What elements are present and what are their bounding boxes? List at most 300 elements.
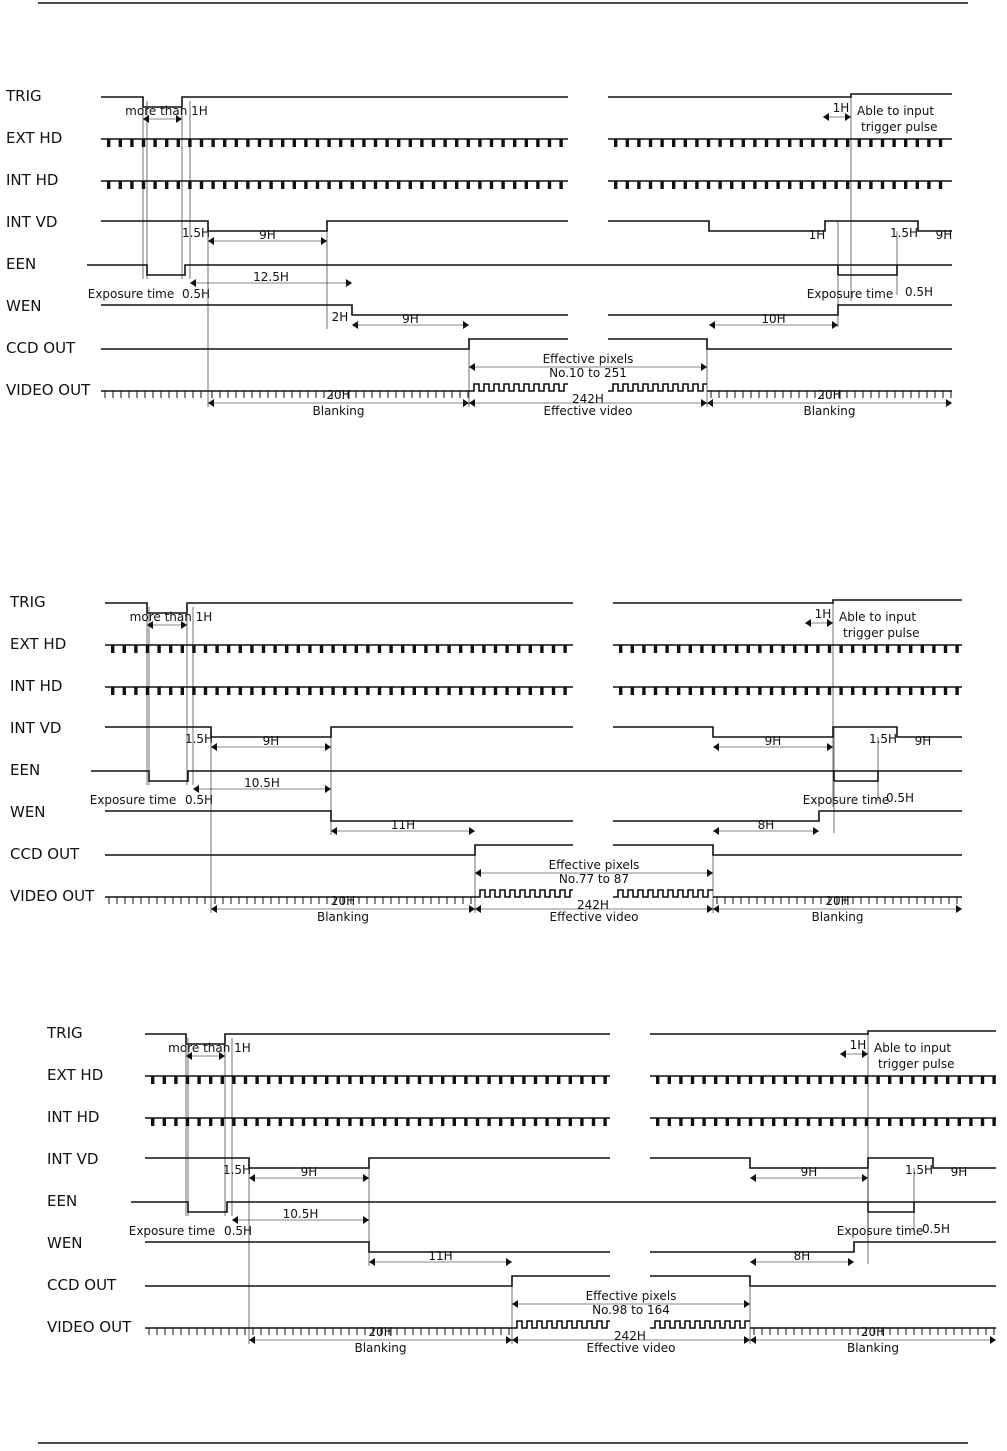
hd-pulse xyxy=(378,645,381,653)
hd-pulse xyxy=(828,645,831,653)
hd-pulse xyxy=(337,1076,340,1084)
vd-right-9h-label: 9H xyxy=(764,734,782,748)
hd-pulse xyxy=(642,687,645,695)
hd-pulse xyxy=(788,181,791,189)
hd-pulse xyxy=(269,181,272,189)
arrow-head xyxy=(321,237,327,245)
arrow-head xyxy=(363,1174,369,1182)
blanking-left-label: Blanking xyxy=(354,1341,407,1355)
hd-pulse xyxy=(378,687,381,695)
int-hd-pulses-left xyxy=(145,1118,610,1126)
hd-pulse xyxy=(677,645,680,653)
hd-pulse xyxy=(285,645,288,653)
hd-pulse xyxy=(853,1118,856,1126)
hd-pulse xyxy=(273,687,276,695)
hd-pulse xyxy=(691,1118,694,1126)
hd-pulse xyxy=(153,139,156,147)
hd-pulse xyxy=(482,645,485,653)
hd-pulse xyxy=(511,1076,514,1084)
hd-pulse xyxy=(811,139,814,147)
hd-pulse xyxy=(955,687,958,695)
hd-pulse xyxy=(227,687,230,695)
arrow-head xyxy=(840,1050,846,1058)
hd-pulse xyxy=(313,1118,316,1126)
hd-pulse xyxy=(818,1076,821,1084)
hd-pulse xyxy=(749,1118,752,1126)
blanking-right-label: Blanking xyxy=(811,910,864,924)
hd-pulse xyxy=(204,645,207,653)
een-right-pulse xyxy=(834,771,878,781)
hd-pulse xyxy=(327,181,330,189)
hd-pulse xyxy=(934,1076,937,1084)
hd-pulse xyxy=(828,687,831,695)
hd-pulse xyxy=(800,139,803,147)
int-hd-pulses-left xyxy=(105,687,573,695)
hd-pulse xyxy=(569,1118,572,1126)
hd-pulse xyxy=(772,1118,775,1126)
hd-pulse xyxy=(239,645,242,653)
hd-pulse xyxy=(447,687,450,695)
timing-diagram-3 xyxy=(46,1024,996,1355)
hd-pulse xyxy=(316,181,319,189)
hd-pulse xyxy=(695,181,698,189)
hd-pulse xyxy=(169,645,172,653)
hd-pulse xyxy=(830,1076,833,1084)
hd-pulse xyxy=(325,1076,328,1084)
video-signal xyxy=(650,1321,750,1328)
hd-pulse xyxy=(631,687,634,695)
half-h-right-label: 0.5H xyxy=(904,285,934,299)
hd-pulse xyxy=(186,1118,189,1126)
hd-pulse xyxy=(339,181,342,189)
arrow-head xyxy=(862,1174,868,1182)
video-signal xyxy=(608,384,707,391)
arrow-head xyxy=(813,827,819,835)
hd-pulse xyxy=(255,1076,258,1084)
video-out-ticks-left xyxy=(145,1328,249,1335)
hd-pulse xyxy=(668,1076,671,1084)
hd-pulse xyxy=(371,1076,374,1084)
arrow-head xyxy=(469,399,475,407)
signal-label-een: EEN xyxy=(10,761,41,779)
arrow-head xyxy=(506,1336,512,1344)
signal-label-ccd-out: CCD OUT xyxy=(6,339,76,357)
hd-pulse xyxy=(992,1118,995,1126)
exposure-time-right-label: Exposure time xyxy=(806,287,894,301)
hd-pulse xyxy=(447,645,450,653)
arrow-head xyxy=(744,1300,750,1308)
hd-pulse xyxy=(371,1118,374,1126)
een-duration-label: 10.5H xyxy=(282,1207,319,1221)
hd-pulse xyxy=(788,139,791,147)
arrow-head xyxy=(475,905,481,913)
hd-pulse xyxy=(279,1118,282,1126)
hd-pulse xyxy=(331,687,334,695)
hd-pulse xyxy=(760,1076,763,1084)
hd-pulse xyxy=(302,1076,305,1084)
int-hd-pulses-right xyxy=(613,687,962,695)
ext-hd-pulses-left xyxy=(105,645,573,653)
hd-pulse xyxy=(672,181,675,189)
hd-pulse xyxy=(897,687,900,695)
ext-hd-pulses-left xyxy=(101,139,568,147)
hd-pulse xyxy=(525,181,528,189)
half-h-right-label: 0.5H xyxy=(921,1222,951,1236)
hd-pulse xyxy=(401,645,404,653)
hd-pulse xyxy=(781,687,784,695)
hd-pulse xyxy=(946,1076,949,1084)
hd-pulse xyxy=(563,645,566,653)
arrow-head xyxy=(469,827,475,835)
arrow-head xyxy=(506,1258,512,1266)
hd-pulse xyxy=(749,1076,752,1084)
arrow-head xyxy=(463,321,469,329)
hd-pulse xyxy=(478,139,481,147)
hd-pulse xyxy=(406,1118,409,1126)
hd-pulse xyxy=(123,645,126,653)
signal-label-video-out: VIDEO OUT xyxy=(47,1318,132,1336)
hd-pulse xyxy=(501,139,504,147)
hd-pulse xyxy=(603,1118,606,1126)
arrow-head xyxy=(363,1216,369,1224)
able-to-input-label: Able to input xyxy=(857,104,935,118)
trigger-pulse-label: trigger pulse xyxy=(878,1057,955,1071)
hd-pulse xyxy=(660,139,663,147)
effective-video-label: Effective video xyxy=(543,404,633,418)
signal-label-ext-hd: EXT HD xyxy=(10,635,67,653)
signal-label-ext-hd: EXT HD xyxy=(6,129,63,147)
hd-pulse xyxy=(197,1076,200,1084)
arrow-head xyxy=(946,399,952,407)
hd-pulse xyxy=(909,645,912,653)
hd-pulse xyxy=(665,645,668,653)
hd-pulse xyxy=(981,1076,984,1084)
hd-pulse xyxy=(853,1076,856,1084)
trig-waveform-right xyxy=(613,600,962,603)
hd-pulse xyxy=(471,645,474,653)
able-to-input-label: Able to input xyxy=(874,1041,952,1055)
arrow-head xyxy=(331,827,337,835)
blanking-left-label: Blanking xyxy=(312,404,365,418)
hd-pulse xyxy=(776,139,779,147)
trig-waveform-right xyxy=(608,94,952,97)
hd-pulse xyxy=(250,645,253,653)
hd-pulse xyxy=(267,1118,270,1126)
hd-pulse xyxy=(830,1118,833,1126)
effective-pixels-label: Effective pixels xyxy=(548,858,640,872)
hd-pulse xyxy=(529,645,532,653)
wen-waveform-left xyxy=(105,811,573,821)
effective-video-label: Effective video xyxy=(549,910,639,924)
hd-pulse xyxy=(494,645,497,653)
hd-pulse xyxy=(892,139,895,147)
hd-pulse xyxy=(351,139,354,147)
hd-pulse xyxy=(781,645,784,653)
hd-pulse xyxy=(735,645,738,653)
hd-pulse xyxy=(209,1076,212,1084)
hd-pulse xyxy=(304,139,307,147)
int-vd-waveform-left xyxy=(145,1158,610,1168)
hd-pulse xyxy=(718,139,721,147)
hd-pulse xyxy=(702,1076,705,1084)
hd-pulse xyxy=(730,139,733,147)
hd-pulse xyxy=(420,181,423,189)
video-out-ticks-left xyxy=(105,897,211,904)
hd-pulse xyxy=(490,139,493,147)
arrow-head xyxy=(346,279,352,287)
trig-1h-label: 1H xyxy=(814,607,832,621)
hd-pulse xyxy=(119,139,122,147)
half-h-right-label: 0.5H xyxy=(885,791,915,805)
hd-pulse xyxy=(443,139,446,147)
vd-right-9h-end-label: 9H xyxy=(935,228,953,242)
hd-pulse xyxy=(552,645,555,653)
hd-pulse xyxy=(958,1118,961,1126)
hd-pulse xyxy=(174,1076,177,1084)
hd-pulse xyxy=(455,181,458,189)
hd-pulse xyxy=(679,1076,682,1084)
hd-pulse xyxy=(723,645,726,653)
hd-pulse xyxy=(742,139,745,147)
hd-pulse xyxy=(517,645,520,653)
hd-pulse xyxy=(244,1076,247,1084)
half-h-left-label: 0.5H xyxy=(184,793,214,807)
hd-pulse xyxy=(536,181,539,189)
hd-pulse xyxy=(654,687,657,695)
video-out-effective-right xyxy=(613,890,713,897)
hd-pulse xyxy=(726,1118,729,1126)
hd-pulse xyxy=(269,139,272,147)
arrow-head xyxy=(469,905,475,913)
een-right-pulse xyxy=(838,265,897,275)
exposure-time-left-label: Exposure time xyxy=(128,1224,216,1238)
hd-pulse xyxy=(932,687,935,695)
hd-pulse xyxy=(626,181,629,189)
int-vd-waveform-left xyxy=(101,221,568,231)
blanking-right-20h-label: 20H xyxy=(817,388,842,402)
vd-right-1-5h-label: 1.5H xyxy=(868,732,898,746)
hd-pulse xyxy=(424,645,427,653)
signal-label-int-vd: INT VD xyxy=(47,1150,99,1168)
hd-pulse xyxy=(876,1118,879,1126)
hd-pulse xyxy=(255,1118,258,1126)
een-waveform xyxy=(131,1202,996,1212)
hd-pulse xyxy=(684,181,687,189)
hd-pulse xyxy=(765,139,768,147)
arrow-head xyxy=(193,785,199,793)
hd-pulse xyxy=(174,1118,177,1126)
hd-pulse xyxy=(348,1118,351,1126)
wen-mid-label: 9H xyxy=(402,312,419,326)
hd-pulse xyxy=(795,1118,798,1126)
signal-label-wen: WEN xyxy=(47,1234,83,1252)
hd-pulse xyxy=(130,181,133,189)
hd-pulse xyxy=(151,1118,154,1126)
hd-pulse xyxy=(695,139,698,147)
hd-pulse xyxy=(772,1076,775,1084)
hd-pulse xyxy=(235,139,238,147)
hd-pulse xyxy=(279,1076,282,1084)
hd-pulse xyxy=(522,1076,525,1084)
hd-pulse xyxy=(529,687,532,695)
hd-pulse xyxy=(818,1118,821,1126)
hd-pulse xyxy=(863,687,866,695)
hd-pulse xyxy=(900,1118,903,1126)
hd-pulse xyxy=(165,139,168,147)
effective-video-242h-label: 242H xyxy=(614,1329,646,1343)
hd-pulse xyxy=(429,1076,432,1084)
signal-label-video-out: VIDEO OUT xyxy=(6,381,91,399)
hd-pulse xyxy=(397,181,400,189)
timing-diagram-2 xyxy=(9,593,962,924)
arrow-head xyxy=(475,869,481,877)
video-signal xyxy=(512,1321,610,1328)
hd-pulse xyxy=(969,1118,972,1126)
hd-pulse xyxy=(874,645,877,653)
hd-pulse xyxy=(223,139,226,147)
hd-pulse xyxy=(177,181,180,189)
signal-label-int-vd: INT VD xyxy=(6,213,58,231)
hd-pulse xyxy=(846,181,849,189)
hd-pulse xyxy=(753,181,756,189)
hd-pulse xyxy=(805,645,808,653)
hd-pulse xyxy=(351,181,354,189)
hd-pulse xyxy=(181,687,184,695)
hd-pulse xyxy=(665,687,668,695)
video-out-effective-left xyxy=(475,890,573,897)
hd-pulse xyxy=(569,1076,572,1084)
hd-pulse xyxy=(308,645,311,653)
ccd-out-waveform-left xyxy=(105,845,573,855)
signal-label-int-hd: INT HD xyxy=(10,677,63,695)
hd-pulse xyxy=(909,687,912,695)
hd-pulse xyxy=(153,181,156,189)
hd-pulse xyxy=(374,139,377,147)
arrow-head xyxy=(232,1216,238,1224)
more-than-1h-label: more than 1H xyxy=(129,610,213,624)
hd-pulse xyxy=(886,687,889,695)
hd-pulse xyxy=(385,139,388,147)
hd-pulse xyxy=(130,139,133,147)
hd-pulse xyxy=(511,1118,514,1126)
signal-label-wen: WEN xyxy=(6,297,42,315)
hd-pulse xyxy=(420,139,423,147)
hd-pulse xyxy=(464,1118,467,1126)
video-out-effective-right xyxy=(608,384,707,391)
hd-pulse xyxy=(418,1118,421,1126)
een-duration-label: 12.5H xyxy=(253,270,289,284)
hd-pulse xyxy=(534,1118,537,1126)
hd-pulse xyxy=(886,645,889,653)
signal-label-een: EEN xyxy=(6,255,37,273)
hd-pulse xyxy=(626,139,629,147)
video-out-effective-left xyxy=(512,1321,610,1328)
arrow-head xyxy=(956,905,962,913)
vd-right-1-5h-label: 1.5H xyxy=(889,226,919,240)
hd-pulse xyxy=(672,139,675,147)
wen-mid-label: 11H xyxy=(390,818,416,832)
hd-pulse xyxy=(467,181,470,189)
hd-pulse xyxy=(123,687,126,695)
hd-pulse xyxy=(459,645,462,653)
signal-label-trig: TRIG xyxy=(6,87,42,105)
arrow-head xyxy=(369,1258,375,1266)
able-to-input-label: Able to input xyxy=(839,610,917,624)
trigger-pulse-label: trigger pulse xyxy=(861,120,938,134)
hd-pulse xyxy=(250,687,253,695)
wen-mid-label: 11H xyxy=(428,1249,453,1263)
vd-1-5h-label: 1.5H xyxy=(222,1163,252,1177)
hd-pulse xyxy=(842,1076,845,1084)
hd-pulse xyxy=(592,1076,595,1084)
hd-pulse xyxy=(536,139,539,147)
arrow-head xyxy=(713,827,719,835)
ext-hd-pulses-right xyxy=(608,139,952,147)
hd-pulse xyxy=(418,1076,421,1084)
ext-hd-pulses-right xyxy=(613,645,962,653)
hd-pulse xyxy=(320,687,323,695)
int-vd-waveform-right xyxy=(650,1158,996,1168)
hd-pulse xyxy=(811,181,814,189)
hd-pulse xyxy=(793,687,796,695)
hd-pulse xyxy=(499,1076,502,1084)
hd-pulse xyxy=(443,181,446,189)
ext-hd-pulses-right xyxy=(650,1076,996,1084)
hd-pulse xyxy=(267,1076,270,1084)
hd-pulse xyxy=(281,139,284,147)
hd-pulse xyxy=(395,1076,398,1084)
hd-pulse xyxy=(215,645,218,653)
hd-pulse xyxy=(327,139,330,147)
hd-pulse xyxy=(142,181,145,189)
hd-pulse xyxy=(494,687,497,695)
hd-pulse xyxy=(730,181,733,189)
hd-pulse xyxy=(691,1076,694,1084)
hd-pulse xyxy=(223,181,226,189)
hd-pulse xyxy=(215,687,218,695)
hd-pulse xyxy=(742,181,745,189)
ccd-out-waveform-left xyxy=(101,339,568,349)
hd-pulse xyxy=(545,1076,548,1084)
hd-pulse xyxy=(471,687,474,695)
wen-right-label: 8H xyxy=(793,1249,811,1263)
hd-pulse xyxy=(142,139,145,147)
hd-pulse xyxy=(944,687,947,695)
arrow-head xyxy=(823,113,829,121)
arrow-head xyxy=(325,743,331,751)
hd-pulse xyxy=(297,645,300,653)
hd-pulse xyxy=(258,181,261,189)
hd-pulse xyxy=(163,1118,166,1126)
hd-pulse xyxy=(505,645,508,653)
hd-pulse xyxy=(385,181,388,189)
een-right-pulse xyxy=(868,1202,914,1212)
hd-pulse xyxy=(227,645,230,653)
ccd-out-waveform-right xyxy=(613,845,962,855)
blanking-left-20h-label: 20H xyxy=(368,1325,393,1339)
vd-right-1-5h-label: 1.5H xyxy=(904,1163,934,1177)
trig-waveform-right xyxy=(650,1031,996,1034)
hd-pulse xyxy=(459,687,462,695)
hd-pulse xyxy=(737,1076,740,1084)
hd-pulse xyxy=(389,687,392,695)
hd-pulse xyxy=(559,181,562,189)
arrow-head xyxy=(707,399,713,407)
hd-pulse xyxy=(383,1076,386,1084)
hd-pulse xyxy=(432,139,435,147)
more-than-1h-label: more than 1H xyxy=(168,1041,251,1055)
more-than-1h-label: more than 1H xyxy=(125,104,208,118)
